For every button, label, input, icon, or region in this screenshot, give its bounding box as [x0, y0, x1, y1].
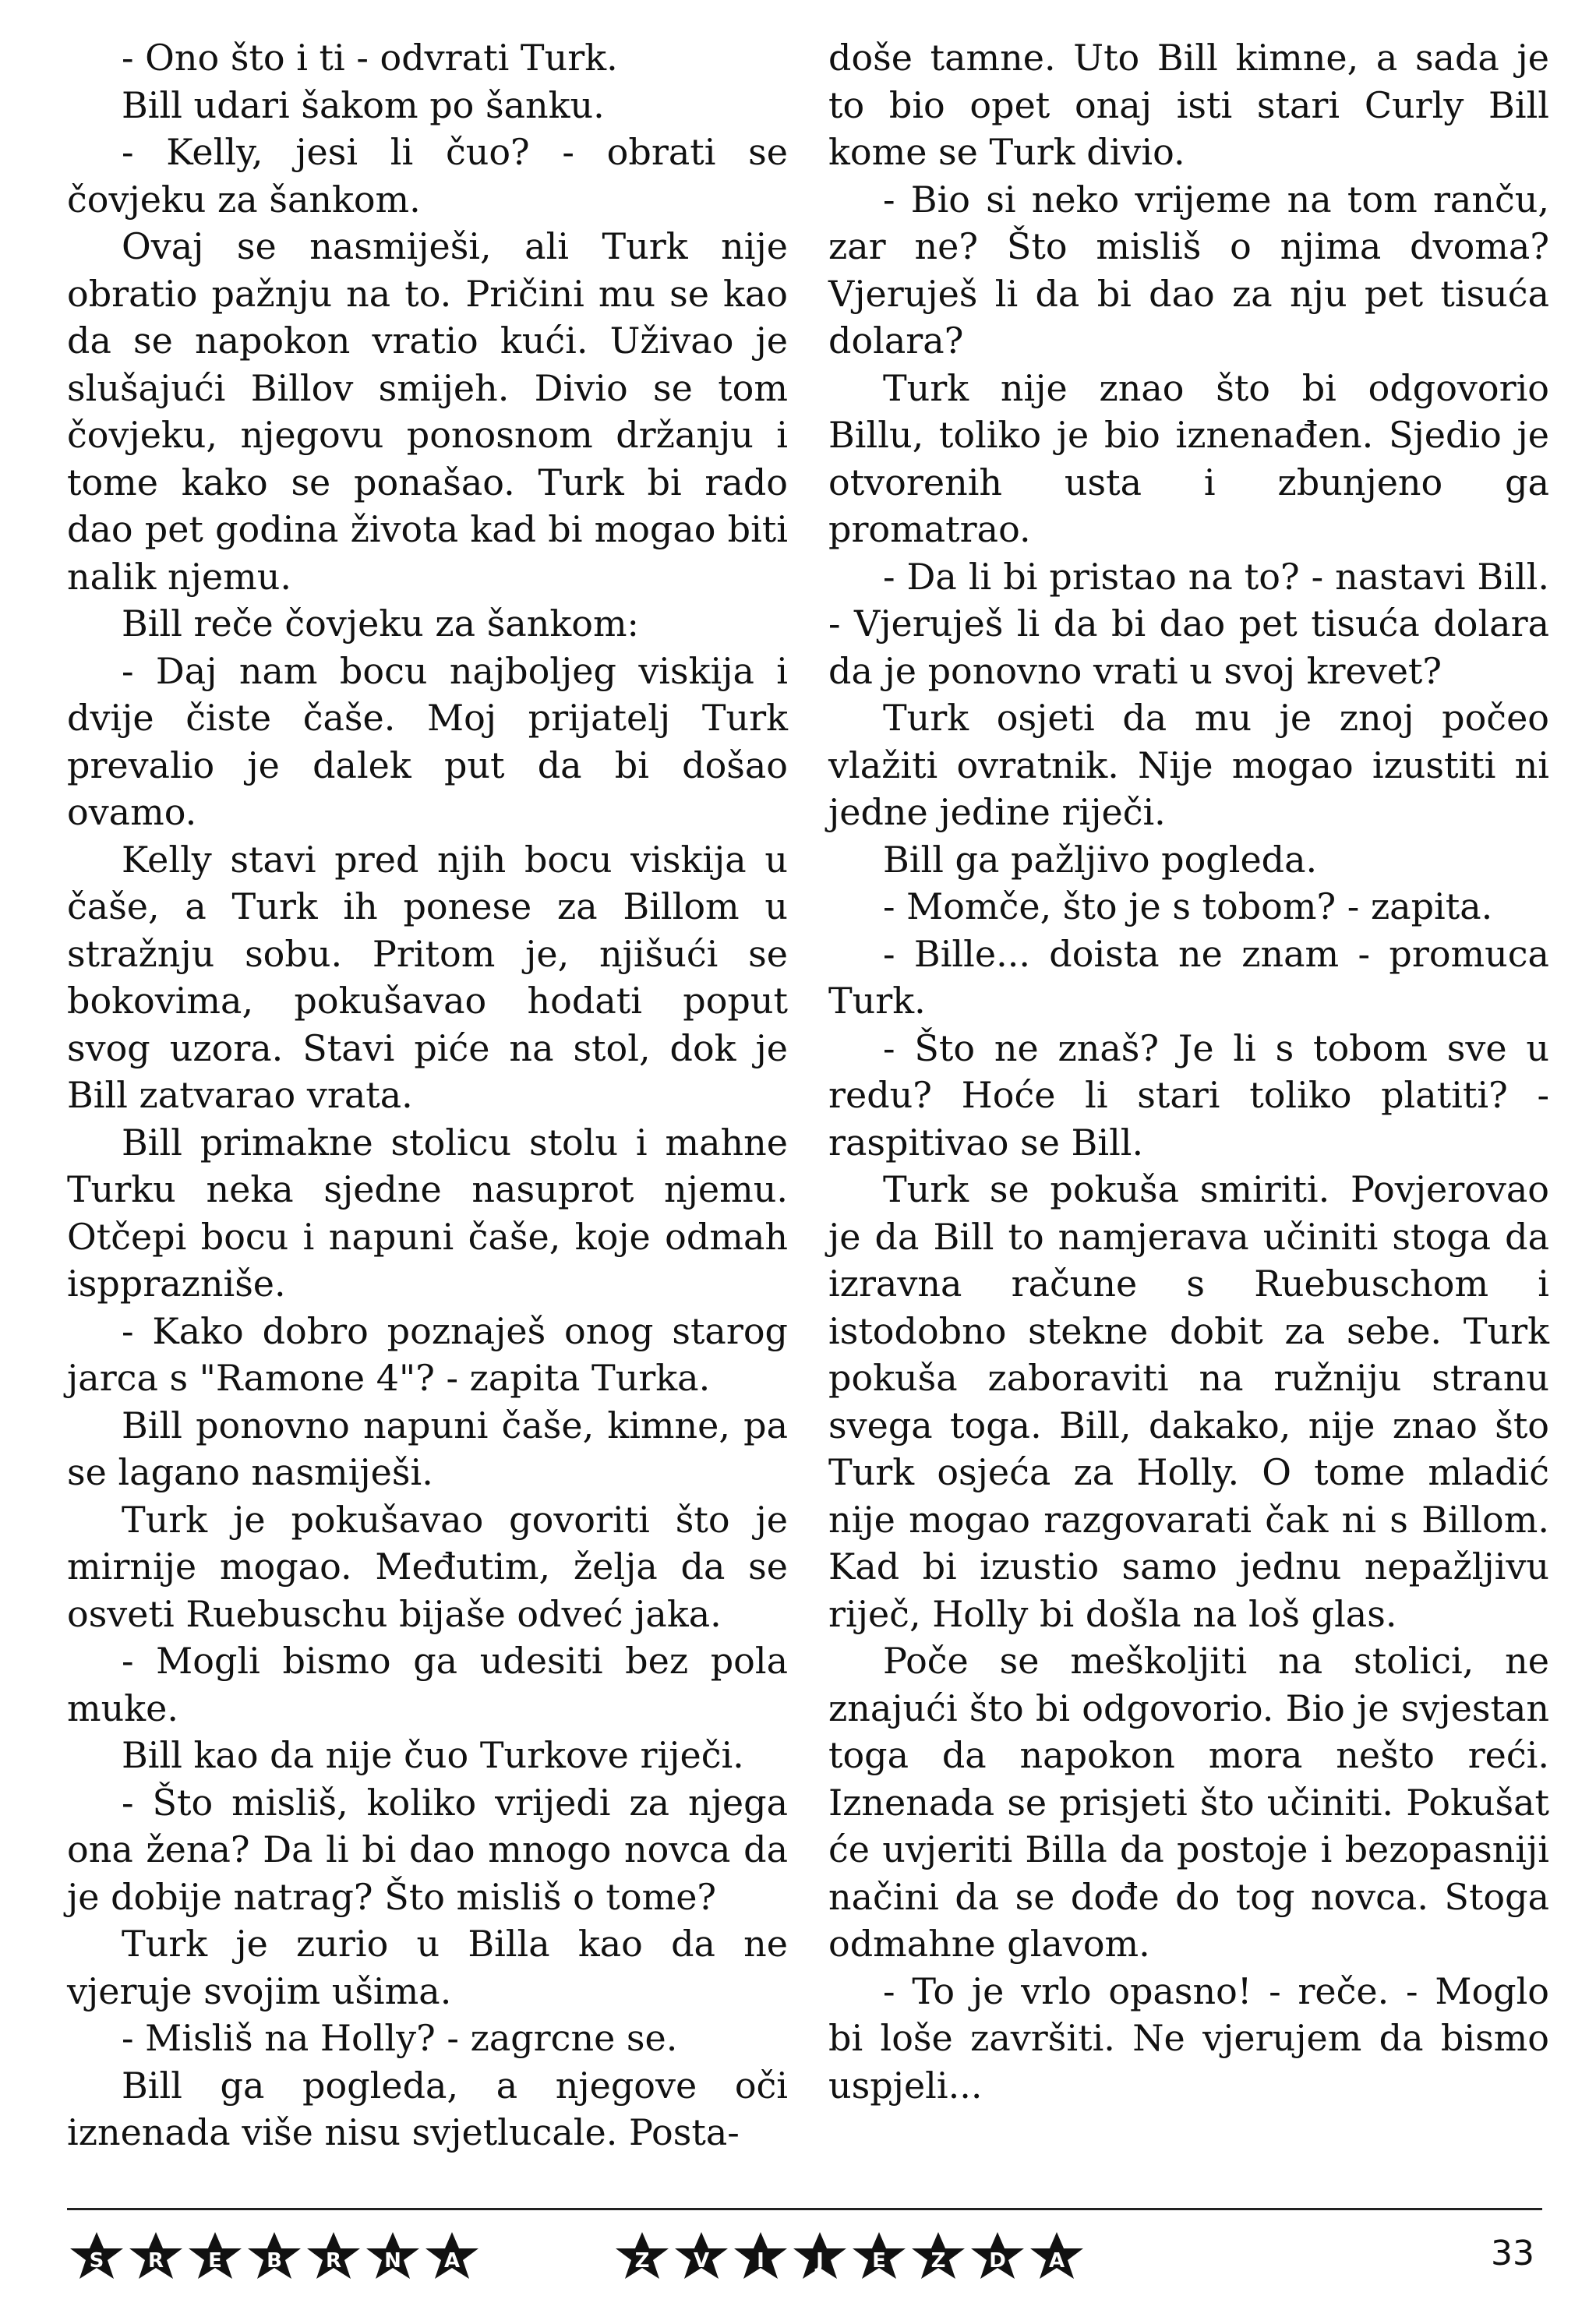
text-column-left [67, 34, 788, 2156]
paragraph: Bill udari šakom po šanku. [122, 83, 605, 126]
star-icon [731, 2230, 790, 2280]
star-icon [363, 2230, 422, 2280]
star-letter: Z [930, 2249, 946, 2273]
paragraph: Bill kao da nije čuo Turkove riječi. [122, 1734, 744, 1776]
star-icon [245, 2230, 304, 2280]
star-letter: E [208, 2249, 222, 2273]
paragraph: Bill ga pogleda, a njegove oči iznenada više nisu svjetlucale. Posta- [67, 2064, 788, 2153]
star-icon [672, 2230, 731, 2280]
star-letter: R [325, 2249, 342, 2273]
star-letter: D [989, 2249, 1006, 2273]
star-icon [613, 2230, 672, 2280]
paragraph: - Misliš na Holly? - zagrcne se. [122, 2017, 678, 2059]
paragraph: - To je vrlo opasno! - reče. - Moglo bi loše završiti. Ne vjerujem da bismo uspjeli... [828, 1969, 1549, 2107]
star-icon [849, 2230, 909, 2280]
paragraph: Turk je pokušavao govoriti što je mirnije mogao. Međutim, želja da se osveti Ruebuschu bijaše odveć jaka. [67, 1498, 788, 1635]
star-letter: V [693, 2249, 710, 2273]
text-column-right [828, 34, 1549, 2109]
paragraph: Bill primakne stolicu stolu i mahne Turku neka sjedne nasuprot njemu. Otčepi bocu i napuni čaše, koje odmah ispprazniše. [67, 1121, 788, 1305]
paragraph: doše tamne. Uto Bill kimne, a sada je to bio opet onaj isti stari Curly Bill kome se Turk divio. [828, 37, 1549, 173]
star-icon [1027, 2230, 1086, 2280]
star-icon [67, 2230, 126, 2280]
star-letter: A [1048, 2249, 1065, 2273]
paragraph: Turk je zurio u Billa kao da ne vjeruje svojim ušima. [67, 1923, 788, 2012]
paragraph: Bill ga pažljivo pogleda. [883, 838, 1318, 881]
paragraph: - Bio si neko vrijeme na tom ranču, zar ne? Što misliš o njima dvoma? Vjeruješ li da bi dao za nju pet tisuća dolara? [828, 178, 1549, 362]
star-icon [185, 2230, 245, 2280]
star-letter: I [757, 2249, 764, 2273]
paragraph: Turk nije znao što bi odgovorio Billu, toliko je bio iznenađen. Sjedio je otvorenih usta i zbunjeno ga promatrao. [828, 366, 1549, 550]
star-letter: R [147, 2249, 164, 2273]
paragraph: - Da li bi pristao na to? - nastavi Bill. - Vjeruješ li da bi dao pet tisuća dolara da je ponovno vrati u svoj krevet? [828, 555, 1549, 692]
paragraph: Turk osjeti da mu je znoj počeo vlažiti ovratnik. Nije mogao izustiti ni jedne jedine riječi. [828, 697, 1549, 833]
paragraph: - Što misliš, koliko vrijedi za njega ona žena? Da li bi dao mnogo novca da je dobije natrag? Što misliš o tome? [67, 1781, 788, 1918]
paragraph: Kelly stavi pred njih bocu viskija u čaše, a Turk ih ponese za Billom u stražnju sobu. Pritom je, njišući se bokovima, pokušavao hodati poput svog uzora. Stavi piće na stol, dok je Bill zatvarao vrata. [67, 838, 788, 1116]
star-icon [790, 2230, 849, 2280]
paragraph: - Kako dobro poznaješ onog starog jarca s "Ramone 4"? - zapita Turka. [67, 1309, 788, 1399]
paragraph: Poče se meškoljiti na stolici, ne znajući što bi odgovorio. Bio je svjestan toga da napokon mora nešto reći. Iznenada se prisjeti što učiniti. Pokušat će uvjeriti Billa da postoje i bezopasniji načini da se dođe do tog novca. Stoga odmahne glavom. [828, 1640, 1549, 1965]
star-icon [422, 2230, 482, 2280]
star-icon [968, 2230, 1027, 2280]
paragraph: Bill reče čovjeku za šankom: [122, 602, 640, 645]
paragraph: - Bille... doista ne znam - promuca Turk. [828, 932, 1549, 1022]
star-letter: B [267, 2249, 282, 2273]
star-letter: J [816, 2249, 824, 2273]
star-letter: A [443, 2249, 461, 2273]
star-letter: Z [634, 2249, 650, 2273]
paragraph: - Što ne znaš? Je li s tobom sve u redu? Hoće li stari toliko platiti? - raspitivao se Bill. [828, 1026, 1549, 1164]
page-footer [67, 2230, 1542, 2285]
series-title-srebrna [67, 2230, 482, 2280]
page-number: 33 [1491, 2234, 1534, 2273]
star-letter: E [872, 2249, 886, 2273]
paragraph: Ovaj se nasmiješi, ali Turk nije obratio pažnju na to. Pričini mu se kao da se napokon vratio kući. Uživao je slušajući Billov smijeh. Divio se tom čovjeku, njegovu ponosnom držanju i tome kako se ponašao. Turk bi rado dao pet godina života kad bi mogao biti nalik njemu. [67, 225, 788, 598]
paragraph: Bill ponovno napuni čaše, kimne, pa se lagano nasmiješi. [67, 1404, 788, 1493]
paragraph: - Daj nam bocu najboljeg viskija i dvije čiste čaše. Moj prijatelj Turk prevalio je dalek put da bi došao ovamo. [67, 649, 788, 833]
star-icon [304, 2230, 363, 2280]
star-icon [909, 2230, 968, 2280]
star-icon [126, 2230, 185, 2280]
star-letter: S [89, 2249, 104, 2273]
paragraph: - Momče, što je s tobom? - zapita. [883, 885, 1493, 927]
series-title-zvijezda [613, 2230, 1086, 2280]
paragraph: Turk se pokuša smiriti. Povjerovao je da Bill to namjerava učiniti stoga da izravna račune s Ruebuschom i istodobno stekne dobit za sebe. Turk pokuša zaboraviti na ružniju stranu svega toga. Bill, dakako, nije znao što Turk osjeća za Holly. O tome mladić nije mogao razgovarati čak ni s Billom. Kad bi izustio samo jednu nepažljivu riječ, Holly bi došla na loš glas. [828, 1168, 1549, 1635]
paragraph: - Ono što i ti - odvrati Turk. [122, 37, 618, 79]
footer-divider [67, 2208, 1542, 2210]
paragraph: - Mogli bismo ga udesiti bez pola muke. [67, 1640, 788, 1729]
star-letter: N [384, 2249, 401, 2273]
paragraph: - Kelly, jesi li čuo? - obrati se čovjeku za šankom. [67, 131, 788, 221]
